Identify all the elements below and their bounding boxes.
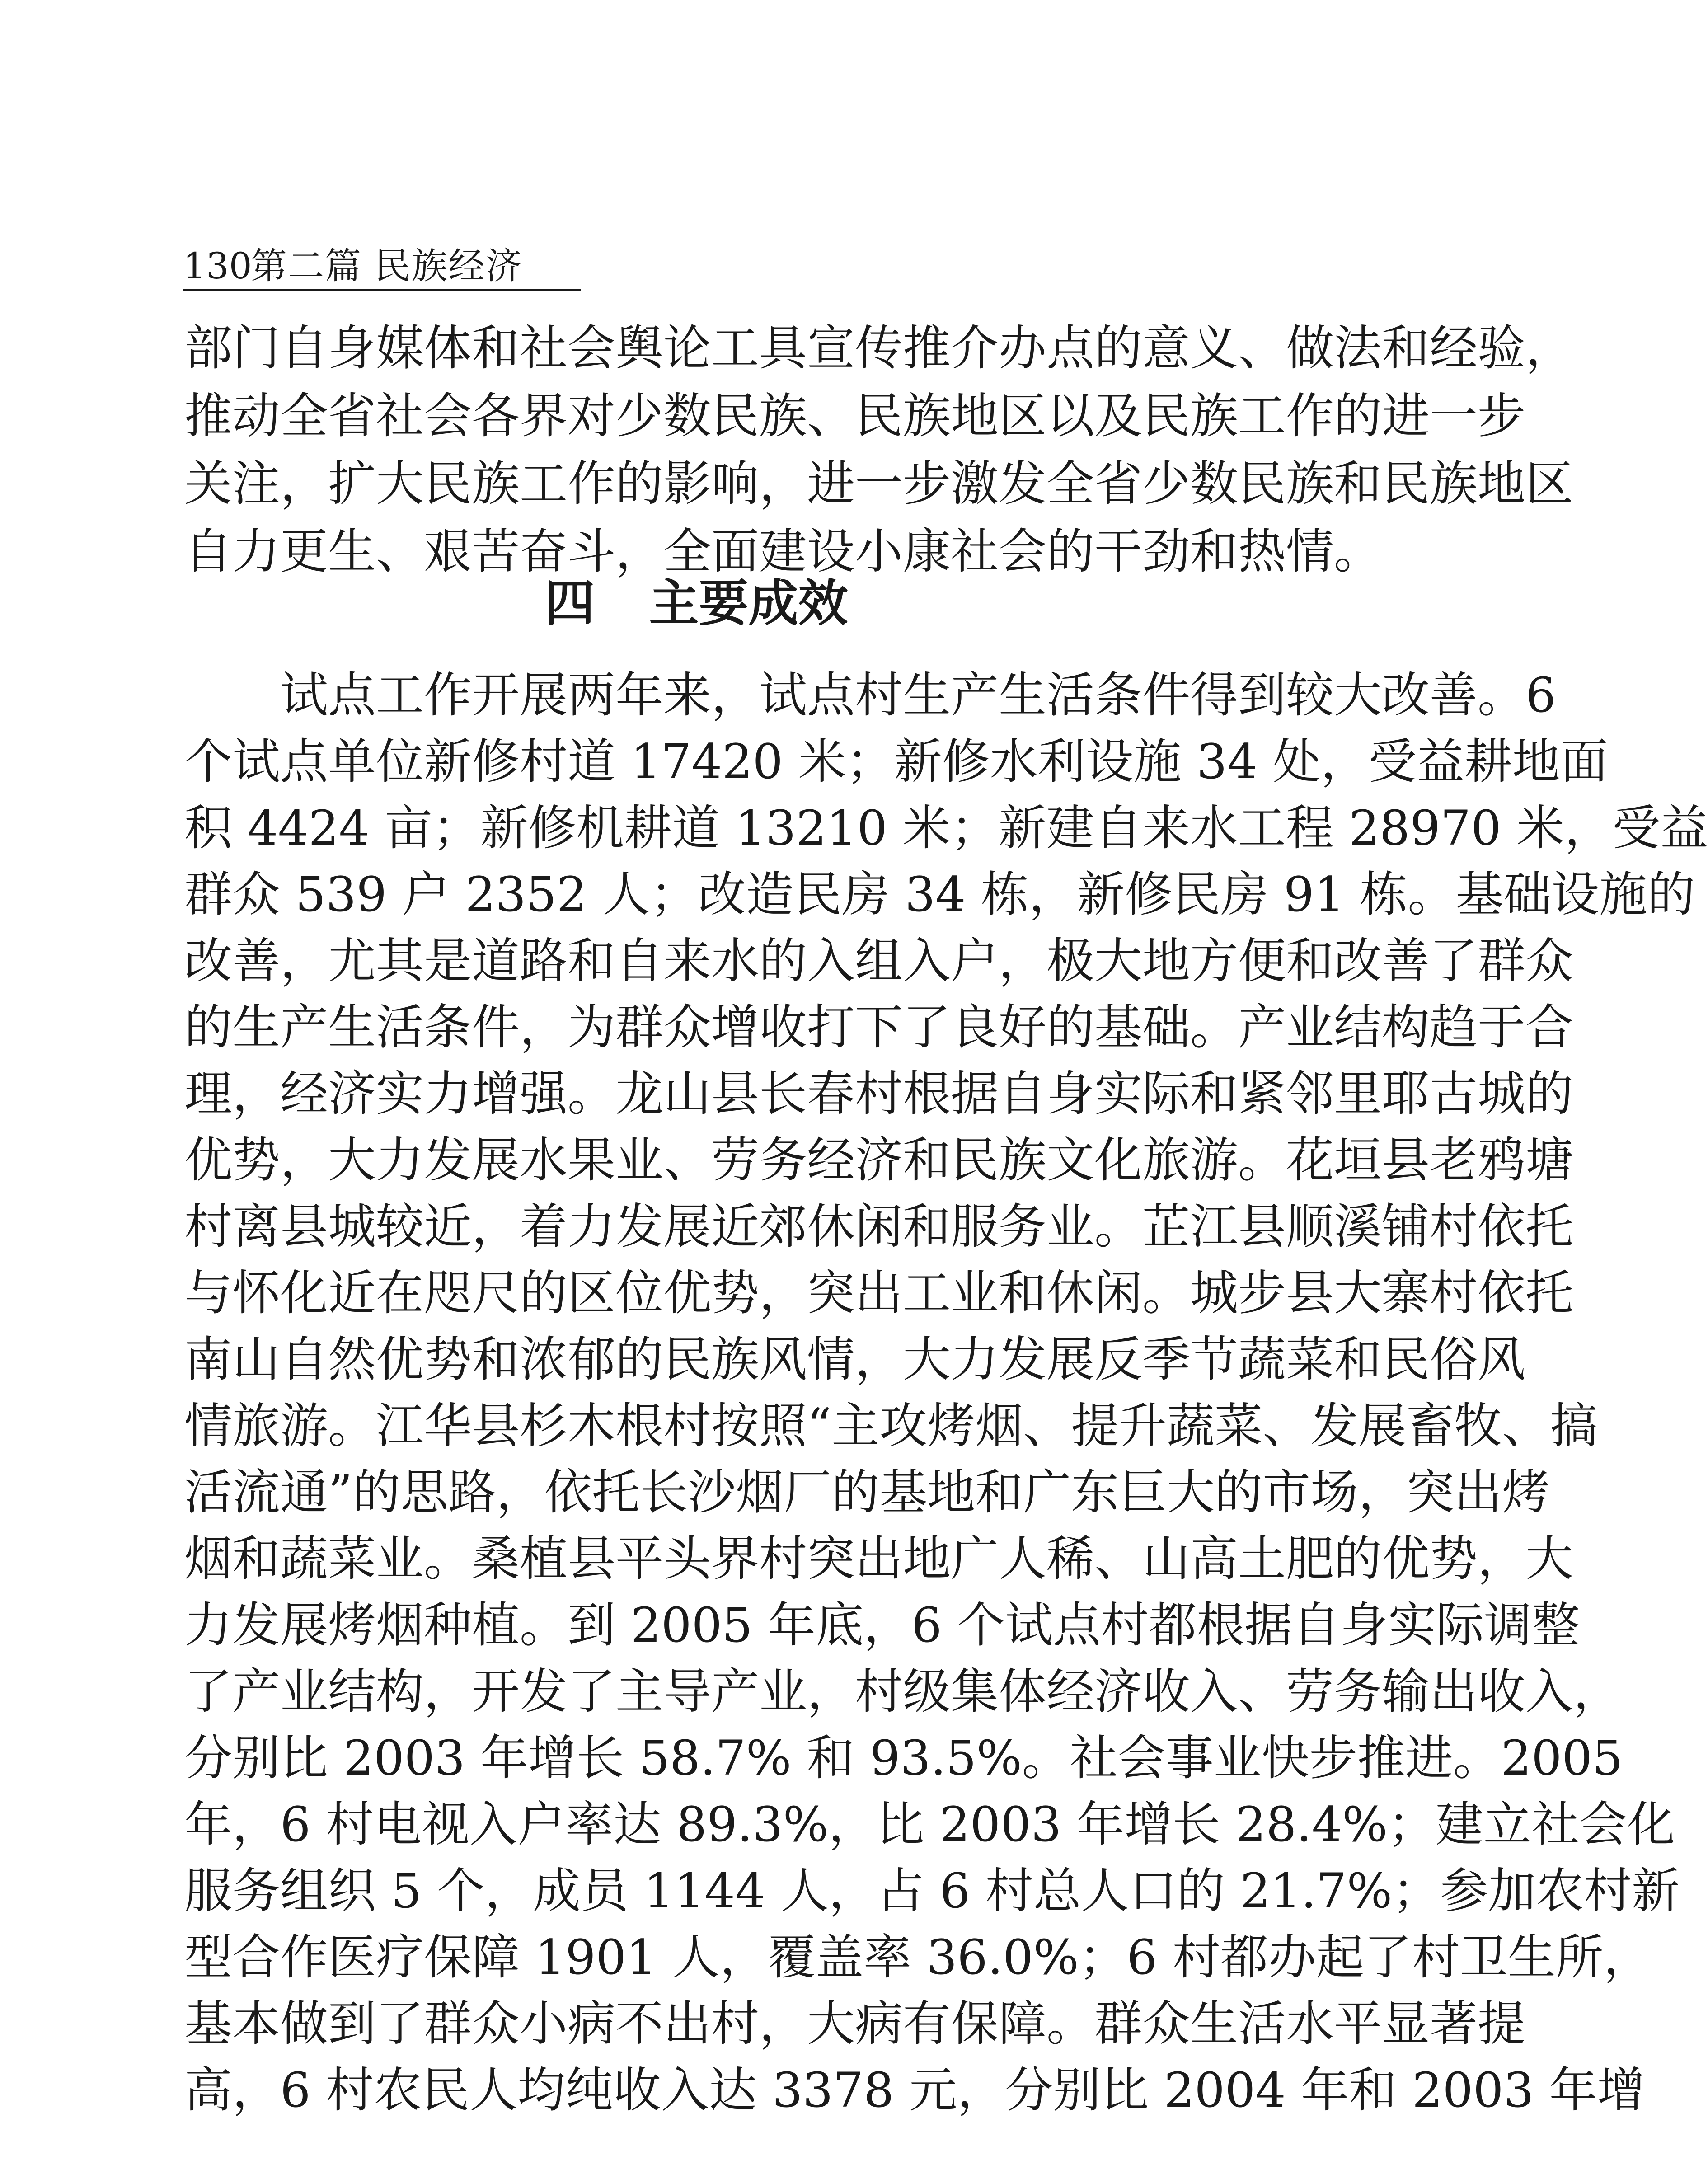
running-head-title: 第二篇 民族经济 (251, 245, 523, 287)
text-line: 关注，扩大民族工作的影响，进一步激发全省少数民族和民族地区 (184, 456, 1573, 512)
page-number: 130 (183, 245, 252, 287)
text-line: 与怀化近在咫尺的区位优势，突出工业和休闲。城步县大寨村依托 (184, 1265, 1573, 1321)
text-line: 的生产生活条件，为群众增收打下了良好的基础。产业结构趋于合 (184, 1000, 1573, 1055)
section-heading (0, 574, 1393, 632)
text-line: 型合作医疗保障 1901 人，覆盖率 36.0%；6 村都办起了村卫生所， (184, 1930, 1652, 1985)
text-line: 个试点单位新修村道 17420 米；新修水利设施 34 处，受益耕地面 (184, 734, 1608, 789)
text-line: 服务组织 5 个，成员 1144 人，占 6 村总人口的 21.7%；参加农村新 (184, 1863, 1680, 1919)
text-line: 烟和蔬菜业。桑植县平头界村突出地广人稀、山高土肥的优势，大 (184, 1531, 1573, 1587)
text-line: 群众 539 户 2352 人；改造民房 34 栋，新修民房 91 栋。基础设施的 (184, 867, 1695, 922)
text-line: 南山自然优势和浓郁的民族风情，大力发展反季节蔬菜和民俗风 (184, 1332, 1525, 1387)
text-line: 基本做到了群众小病不出村，大病有保障。群众生活水平显著提 (184, 1996, 1525, 2052)
text-line: 活流通”的思路，依托长沙烟厂的基地和广东巨大的市场，突出烤 (184, 1465, 1550, 1520)
text-line: 理，经济实力增强。龙山县长春村根据自身实际和紧邻里耶古城的 (184, 1066, 1573, 1122)
text-line: 积 4424 亩；新修机耕道 13210 米；新建自来水工程 28970 米，受益 (184, 800, 1708, 856)
text-line: 了产业结构，开发了主导产业，村级集体经济收入、劳务输出收入， (184, 1664, 1621, 1719)
text-line: 高，6 村农民人均纯收入达 3378 元，分别比 2004 年和 2003 年增 (184, 2062, 1645, 2118)
section-title: 主要成效 (649, 574, 848, 632)
text-line: 自力更生、艰苦奋斗，全面建设小康社会的干劲和热情。 (184, 524, 1382, 579)
text-line: 分别比 2003 年增长 58.7% 和 93.5%。社会事业快步推进。2005 (184, 1730, 1623, 1786)
text-line: 情旅游。江华县杉木根村按照“主攻烤烟、提升蔬菜、发展畜牧、搞 (184, 1398, 1598, 1454)
text-line: 优势，大力发展水果业、劳务经济和民族文化旅游。花垣县老鸦塘 (184, 1132, 1573, 1188)
section-number: 四 (545, 574, 595, 632)
text-line: 推动全省社会各界对少数民族、民族地区以及民族工作的进一步 (184, 388, 1525, 444)
text-line: 试点工作开展两年来，试点村生产生活条件得到较大改善。6 (184, 667, 1556, 723)
text-line: 改善，尤其是道路和自来水的入组入户，极大地方便和改善了群众 (184, 933, 1573, 989)
text-line: 力发展烤烟种植。到 2005 年底，6 个试点村都根据自身实际调整 (184, 1597, 1580, 1653)
text-line: 村离县城较近，着力发展近郊休闲和服务业。芷江县顺溪铺村依托 (184, 1199, 1573, 1254)
text-line: 部门自身媒体和社会舆论工具宣传推介办点的意义、做法和经验， (184, 320, 1573, 376)
text-line: 年，6 村电视入户率达 89.3%，比 2003 年增长 28.4%；建立社会化 (184, 1797, 1675, 1852)
running-header (183, 242, 581, 291)
